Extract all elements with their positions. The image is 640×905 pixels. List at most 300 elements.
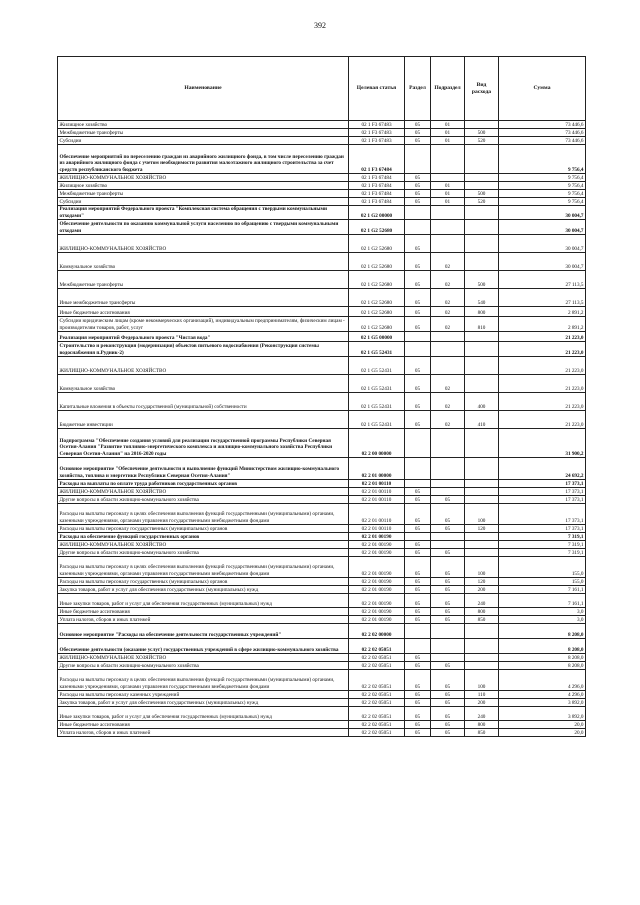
cell-sum: 3,0 bbox=[499, 608, 586, 616]
cell-section: 05 bbox=[405, 174, 431, 182]
table-row bbox=[58, 307, 586, 317]
cell-sum: 8 208,0 bbox=[499, 624, 586, 639]
cell-target: 02 1 G5 52431 bbox=[349, 342, 405, 357]
cell-expense-type bbox=[465, 624, 499, 639]
cell-name: Иные бюджетные ассигнования bbox=[58, 307, 349, 317]
cell-subsection bbox=[431, 488, 465, 496]
cell-target: 02 2 01 00190 bbox=[349, 578, 405, 586]
table-row bbox=[58, 458, 586, 480]
cell-name: Обеспечение деятельности по оказанию коммунальной услуги населению по обращению с твердыми коммунальными отходами bbox=[58, 220, 349, 235]
cell-section: 05 bbox=[405, 307, 431, 317]
table-row bbox=[58, 235, 586, 253]
table-row bbox=[58, 182, 586, 190]
table-row bbox=[58, 699, 586, 707]
cell-subsection bbox=[431, 639, 465, 654]
cell-sum: 3 892,0 bbox=[499, 699, 586, 707]
cell-section: 05 bbox=[405, 253, 431, 271]
cell-target: 02 1 G2 52680 bbox=[349, 220, 405, 235]
cell-subsection: 01 bbox=[431, 137, 465, 145]
table-row bbox=[58, 639, 586, 654]
cell-target: 02 2 01 00190 bbox=[349, 557, 405, 578]
cell-name: Другие вопросы в области жилищно-коммунального хозяйства bbox=[58, 549, 349, 557]
cell-expense-type bbox=[465, 332, 499, 342]
cell-sum: 73 446,6 bbox=[499, 121, 586, 129]
cell-expense-type: 850 bbox=[465, 616, 499, 624]
cell-sum: 2 891,2 bbox=[499, 307, 586, 317]
cell-section: 05 bbox=[405, 137, 431, 145]
cell-name: Уплата налогов, сборов и иных платежей bbox=[58, 729, 349, 737]
table-header-row bbox=[58, 57, 586, 121]
cell-sum: 9 756,4 bbox=[499, 145, 586, 174]
cell-sum: 27 113,5 bbox=[499, 289, 586, 307]
cell-name: Коммунальное хозяйство bbox=[58, 253, 349, 271]
cell-expense-type bbox=[465, 480, 499, 488]
table-row bbox=[58, 533, 586, 541]
cell-section bbox=[405, 480, 431, 488]
cell-expense-type: 800 bbox=[465, 307, 499, 317]
cell-subsection: 05 bbox=[431, 586, 465, 594]
cell-name: Коммунальное хозяйство bbox=[58, 375, 349, 393]
cell-section: 05 bbox=[405, 541, 431, 549]
cell-expense-type: 400 bbox=[465, 393, 499, 411]
cell-section bbox=[405, 639, 431, 654]
col-header-section: Раздел bbox=[405, 57, 431, 121]
cell-section: 05 bbox=[405, 578, 431, 586]
cell-section: 05 bbox=[405, 691, 431, 699]
cell-subsection: 02 bbox=[431, 307, 465, 317]
cell-name: Расходы на выплаты по оплате труда работников государственных органов bbox=[58, 480, 349, 488]
cell-section bbox=[405, 429, 431, 458]
table-row bbox=[58, 525, 586, 533]
cell-target: 02 2 02 05051 bbox=[349, 699, 405, 707]
cell-subsection: 01 bbox=[431, 182, 465, 190]
cell-expense-type bbox=[465, 174, 499, 182]
table-row bbox=[58, 375, 586, 393]
table-row bbox=[58, 190, 586, 198]
cell-target: 02 2 01 00110 bbox=[349, 504, 405, 525]
cell-name: Другие вопросы в области жилищно-коммунального хозяйства bbox=[58, 496, 349, 504]
cell-name: Строительство и реконструкция (модернизация) объектов питьевого водоснабжения (Реконструкция системы водоснабжения п.Рудник-2) bbox=[58, 342, 349, 357]
cell-name: Основное мероприятие "Расходы на обеспечение деятельности государственных учреждений" bbox=[58, 624, 349, 639]
cell-expense-type bbox=[465, 496, 499, 504]
cell-expense-type bbox=[465, 639, 499, 654]
col-header-name: Наименование bbox=[58, 57, 349, 121]
table-row bbox=[58, 393, 586, 411]
cell-sum: 24 692,2 bbox=[499, 458, 586, 480]
cell-sum: 7 319,1 bbox=[499, 549, 586, 557]
cell-section: 05 bbox=[405, 616, 431, 624]
cell-sum: 20,0 bbox=[499, 729, 586, 737]
cell-name: Расходы на выплаты персоналу казенных учреждений bbox=[58, 691, 349, 699]
cell-name: Расходы на выплаты персоналу в целях обеспечения выполнения функций государственными (муниципальными) органами, казенными учреждениями, органами управления государственными внебюджетными фондами bbox=[58, 670, 349, 691]
cell-section: 05 bbox=[405, 525, 431, 533]
table-row bbox=[58, 332, 586, 342]
cell-section: 05 bbox=[405, 608, 431, 616]
table-row bbox=[58, 357, 586, 375]
cell-section bbox=[405, 206, 431, 220]
cell-target: 02 1 G5 52431 bbox=[349, 393, 405, 411]
cell-expense-type: 100 bbox=[465, 504, 499, 525]
cell-name: Капитальные вложения в объекты государственной (муниципальной) собственности bbox=[58, 393, 349, 411]
cell-target: 02 1 G2 00000 bbox=[349, 206, 405, 220]
cell-target: 02 2 01 00110 bbox=[349, 480, 405, 488]
table-row bbox=[58, 578, 586, 586]
cell-expense-type bbox=[465, 235, 499, 253]
cell-section: 05 bbox=[405, 289, 431, 307]
table-row bbox=[58, 145, 586, 174]
cell-target: 02 1 F3 67483 bbox=[349, 129, 405, 137]
cell-expense-type: 520 bbox=[465, 198, 499, 206]
table-row bbox=[58, 289, 586, 307]
cell-section: 05 bbox=[405, 707, 431, 721]
cell-name: Расходы на обеспечение функций государственных органов bbox=[58, 533, 349, 541]
cell-sum: 21 223,0 bbox=[499, 342, 586, 357]
table-row bbox=[58, 129, 586, 137]
budget-table bbox=[57, 56, 586, 737]
cell-subsection: 01 bbox=[431, 129, 465, 137]
cell-section: 05 bbox=[405, 594, 431, 608]
cell-target: 02 2 01 00190 bbox=[349, 541, 405, 549]
cell-expense-type: 850 bbox=[465, 729, 499, 737]
cell-subsection: 05 bbox=[431, 616, 465, 624]
cell-expense-type: 100 bbox=[465, 557, 499, 578]
cell-subsection: 05 bbox=[431, 504, 465, 525]
cell-target: 02 2 01 00190 bbox=[349, 594, 405, 608]
cell-section bbox=[405, 332, 431, 342]
cell-target: 02 1 G2 52680 bbox=[349, 253, 405, 271]
cell-section: 05 bbox=[405, 317, 431, 332]
cell-subsection: 05 bbox=[431, 525, 465, 533]
cell-expense-type: 110 bbox=[465, 691, 499, 699]
cell-name: Субсидии юридическим лицам (кроме некоммерческих организаций), индивидуальным предпринимателям, физическим лицам - производителям товаров, работ, услуг bbox=[58, 317, 349, 332]
cell-name: ЖИЛИЩНО-КОММУНАЛЬНОЕ ХОЗЯЙСТВО bbox=[58, 541, 349, 549]
cell-target: 02 1 F3 67484 bbox=[349, 145, 405, 174]
cell-expense-type bbox=[465, 342, 499, 357]
cell-subsection bbox=[431, 533, 465, 541]
cell-section: 05 bbox=[405, 198, 431, 206]
table-row bbox=[58, 707, 586, 721]
cell-target: 02 1 G5 52431 bbox=[349, 357, 405, 375]
table-row bbox=[58, 411, 586, 429]
col-header-sum: Сумма bbox=[499, 57, 586, 121]
cell-section: 05 bbox=[405, 586, 431, 594]
table-row bbox=[58, 342, 586, 357]
cell-subsection bbox=[431, 429, 465, 458]
table-row bbox=[58, 691, 586, 699]
table-row bbox=[58, 121, 586, 129]
cell-expense-type bbox=[465, 220, 499, 235]
cell-name: Подпрограмма "Обеспечение создания условий для реализации государственной программы Республики Северная Осетия-Алания "Развитие топливно-энергетического комплекса и жилищно-коммунального хозяйства Республики Северная Осетия-Алания" на 2016-2020 годы bbox=[58, 429, 349, 458]
cell-section: 05 bbox=[405, 721, 431, 729]
cell-target: 02 2 01 00000 bbox=[349, 458, 405, 480]
cell-target: 02 1 F3 67484 bbox=[349, 182, 405, 190]
cell-subsection: 05 bbox=[431, 691, 465, 699]
cell-target: 02 1 G2 52680 bbox=[349, 235, 405, 253]
cell-section bbox=[405, 145, 431, 174]
cell-sum: 30 004,7 bbox=[499, 253, 586, 271]
cell-name: Закупка товаров, работ и услуг для обеспечения государственных (муниципальных) нужд bbox=[58, 699, 349, 707]
col-header-expense-type: Вид расхода bbox=[465, 57, 499, 121]
cell-sum: 7 319,1 bbox=[499, 533, 586, 541]
cell-subsection: 01 bbox=[431, 198, 465, 206]
cell-section: 05 bbox=[405, 557, 431, 578]
col-header-target: Целевая статья bbox=[349, 57, 405, 121]
table-row bbox=[58, 608, 586, 616]
cell-subsection bbox=[431, 342, 465, 357]
cell-expense-type bbox=[465, 145, 499, 174]
cell-subsection: 02 bbox=[431, 317, 465, 332]
cell-subsection: 05 bbox=[431, 557, 465, 578]
cell-section: 05 bbox=[405, 699, 431, 707]
cell-subsection: 05 bbox=[431, 549, 465, 557]
cell-name: Жилищное хозяйство bbox=[58, 121, 349, 129]
cell-sum: 7 161,1 bbox=[499, 594, 586, 608]
cell-name: Иные закупки товаров, работ и услуг для обеспечения государственных (муниципальных) нужд bbox=[58, 594, 349, 608]
cell-target: 02 1 F3 67483 bbox=[349, 137, 405, 145]
cell-target: 02 2 01 00190 bbox=[349, 608, 405, 616]
cell-section: 05 bbox=[405, 393, 431, 411]
cell-expense-type bbox=[465, 533, 499, 541]
cell-section bbox=[405, 533, 431, 541]
col-header-subsection: Подраздел bbox=[431, 57, 465, 121]
cell-target: 02 2 01 00190 bbox=[349, 616, 405, 624]
cell-section bbox=[405, 342, 431, 357]
cell-sum: 30 004,7 bbox=[499, 220, 586, 235]
cell-subsection: 02 bbox=[431, 393, 465, 411]
cell-name: ЖИЛИЩНО-КОММУНАЛЬНОЕ ХОЗЯЙСТВО bbox=[58, 654, 349, 662]
cell-section: 05 bbox=[405, 182, 431, 190]
cell-subsection bbox=[431, 654, 465, 662]
cell-sum: 31 900,2 bbox=[499, 429, 586, 458]
cell-expense-type: 500 bbox=[465, 129, 499, 137]
cell-name: ЖИЛИЩНО-КОММУНАЛЬНОЕ ХОЗЯЙСТВО bbox=[58, 357, 349, 375]
cell-sum: 21 223,0 bbox=[499, 375, 586, 393]
cell-subsection: 02 bbox=[431, 411, 465, 429]
cell-subsection: 05 bbox=[431, 608, 465, 616]
table-row bbox=[58, 549, 586, 557]
table-row bbox=[58, 504, 586, 525]
table-row bbox=[58, 253, 586, 271]
table-row bbox=[58, 670, 586, 691]
cell-sum: 17 373,1 bbox=[499, 504, 586, 525]
cell-expense-type bbox=[465, 253, 499, 271]
cell-subsection: 01 bbox=[431, 190, 465, 198]
cell-expense-type: 520 bbox=[465, 137, 499, 145]
cell-name: Межбюджетные трансферты bbox=[58, 129, 349, 137]
page-number: 392 bbox=[314, 21, 326, 30]
cell-section bbox=[405, 458, 431, 480]
cell-expense-type bbox=[465, 654, 499, 662]
cell-target: 02 2 02 05051 bbox=[349, 670, 405, 691]
cell-name: Обеспечение деятельности (оказание услуг) государственных учреждений в сфере жилищно-коммунального хозяйства bbox=[58, 639, 349, 654]
cell-section: 05 bbox=[405, 549, 431, 557]
cell-name: Расходы на выплаты персоналу государственных (муниципальных) органов bbox=[58, 525, 349, 533]
cell-subsection bbox=[431, 145, 465, 174]
table-row bbox=[58, 137, 586, 145]
cell-expense-type bbox=[465, 121, 499, 129]
table-row bbox=[58, 496, 586, 504]
cell-name: Бюджетные инвестиции bbox=[58, 411, 349, 429]
cell-name: ЖИЛИЩНО-КОММУНАЛЬНОЕ ХОЗЯЙСТВО bbox=[58, 174, 349, 182]
cell-sum: 73 446,6 bbox=[499, 137, 586, 145]
cell-subsection: 02 bbox=[431, 375, 465, 393]
table-row bbox=[58, 317, 586, 332]
cell-expense-type bbox=[465, 458, 499, 480]
cell-target: 02 1 F3 67483 bbox=[349, 121, 405, 129]
cell-name: Иные бюджетные ассигнования bbox=[58, 721, 349, 729]
cell-target: 02 1 G5 52431 bbox=[349, 411, 405, 429]
cell-sum: 17 373,1 bbox=[499, 496, 586, 504]
cell-section bbox=[405, 220, 431, 235]
cell-section: 05 bbox=[405, 488, 431, 496]
cell-name: Основное мероприятие "Обеспечение деятельности и выполнение функций Министерством жилищно-коммунального хозяйства, топлива и энергетики Республики Северная Осетия-Алания" bbox=[58, 458, 349, 480]
cell-target: 02 1 G2 52680 bbox=[349, 317, 405, 332]
cell-name: Иные бюджетные ассигнования bbox=[58, 608, 349, 616]
cell-name: Иные межбюджетные трансферты bbox=[58, 289, 349, 307]
cell-sum: 30 004,7 bbox=[499, 206, 586, 220]
cell-subsection bbox=[431, 541, 465, 549]
cell-name: Уплата налогов, сборов и иных платежей bbox=[58, 616, 349, 624]
cell-expense-type bbox=[465, 429, 499, 458]
table-row bbox=[58, 616, 586, 624]
cell-name: Субсидии bbox=[58, 137, 349, 145]
cell-expense-type: 200 bbox=[465, 586, 499, 594]
cell-target: 02 2 00 00000 bbox=[349, 429, 405, 458]
cell-sum: 2 891,2 bbox=[499, 317, 586, 332]
table-row bbox=[58, 488, 586, 496]
cell-sum: 17 373,1 bbox=[499, 488, 586, 496]
cell-section: 05 bbox=[405, 504, 431, 525]
cell-expense-type: 240 bbox=[465, 594, 499, 608]
cell-expense-type: 120 bbox=[465, 525, 499, 533]
cell-sum: 4 296,0 bbox=[499, 670, 586, 691]
cell-sum: 8 208,0 bbox=[499, 639, 586, 654]
cell-subsection: 05 bbox=[431, 699, 465, 707]
cell-expense-type: 800 bbox=[465, 608, 499, 616]
cell-sum: 21 223,0 bbox=[499, 332, 586, 342]
cell-sum: 17 373,1 bbox=[499, 480, 586, 488]
cell-sum: 30 004,7 bbox=[499, 235, 586, 253]
cell-target: 02 2 02 05051 bbox=[349, 662, 405, 670]
cell-expense-type: 200 bbox=[465, 699, 499, 707]
table-row bbox=[58, 429, 586, 458]
cell-expense-type bbox=[465, 357, 499, 375]
cell-section: 05 bbox=[405, 190, 431, 198]
cell-name: ЖИЛИЩНО-КОММУНАЛЬНОЕ ХОЗЯЙСТВО bbox=[58, 488, 349, 496]
cell-target: 02 2 01 00110 bbox=[349, 496, 405, 504]
cell-name: Другие вопросы в области жилищно-коммунального хозяйства bbox=[58, 662, 349, 670]
cell-sum: 7 319,1 bbox=[499, 541, 586, 549]
cell-target: 02 1 F3 67484 bbox=[349, 198, 405, 206]
cell-subsection bbox=[431, 220, 465, 235]
table-row bbox=[58, 271, 586, 289]
cell-subsection bbox=[431, 458, 465, 480]
cell-subsection bbox=[431, 206, 465, 220]
cell-target: 02 1 G2 52680 bbox=[349, 307, 405, 317]
cell-name: Межбюджетные трансферты bbox=[58, 190, 349, 198]
cell-name: Субсидии bbox=[58, 198, 349, 206]
cell-subsection: 02 bbox=[431, 289, 465, 307]
cell-name: Обеспечение мероприятий по переселению граждан из аварийного жилищного фонда, в том числе переселению граждан из аварийного жилищного фонда с учетом необходимости развития малоэтажного жилищного строительства за счет средств республиканского бюджета bbox=[58, 145, 349, 174]
cell-sum: 9 756,4 bbox=[499, 190, 586, 198]
cell-sum: 3 892,0 bbox=[499, 707, 586, 721]
cell-section: 05 bbox=[405, 121, 431, 129]
cell-subsection: 01 bbox=[431, 121, 465, 129]
table-row bbox=[58, 662, 586, 670]
cell-sum: 21 223,0 bbox=[499, 357, 586, 375]
cell-subsection: 05 bbox=[431, 721, 465, 729]
table-body bbox=[58, 121, 586, 737]
table-row bbox=[58, 654, 586, 662]
table-row bbox=[58, 557, 586, 578]
cell-name: Реализация мероприятий Федерального проекта "Комплексная система обращения с твердыми коммунальными отходами" bbox=[58, 206, 349, 220]
cell-target: 02 2 01 00110 bbox=[349, 488, 405, 496]
cell-section: 05 bbox=[405, 235, 431, 253]
cell-sum: 73 446,6 bbox=[499, 129, 586, 137]
cell-subsection: 02 bbox=[431, 253, 465, 271]
cell-expense-type: 100 bbox=[465, 670, 499, 691]
cell-sum: 4 296,0 bbox=[499, 691, 586, 699]
cell-name: Расходы на выплаты персоналу в целях обеспечения выполнения функций государственными (муниципальными) органами, казенными учреждениями, органами управления государственными внебюджетными фондами bbox=[58, 557, 349, 578]
cell-name: Реализация мероприятий Федерального проекта "Чистая вода" bbox=[58, 332, 349, 342]
cell-expense-type bbox=[465, 182, 499, 190]
cell-subsection: 05 bbox=[431, 670, 465, 691]
cell-expense-type bbox=[465, 541, 499, 549]
cell-expense-type: 540 bbox=[465, 289, 499, 307]
table-row bbox=[58, 624, 586, 639]
cell-target: 02 2 01 00190 bbox=[349, 586, 405, 594]
cell-subsection bbox=[431, 624, 465, 639]
cell-sum: 8 208,0 bbox=[499, 662, 586, 670]
cell-name: Расходы на выплаты персоналу государственных (муниципальных) органов bbox=[58, 578, 349, 586]
cell-sum: 21 223,0 bbox=[499, 411, 586, 429]
cell-subsection: 05 bbox=[431, 578, 465, 586]
table-row bbox=[58, 541, 586, 549]
cell-sum: 27 113,5 bbox=[499, 271, 586, 289]
cell-expense-type: 500 bbox=[465, 271, 499, 289]
cell-expense-type: 120 bbox=[465, 578, 499, 586]
cell-expense-type bbox=[465, 206, 499, 220]
cell-name: Закупка товаров, работ и услуг для обеспечения государственных (муниципальных) нужд bbox=[58, 586, 349, 594]
table-row bbox=[58, 729, 586, 737]
cell-sum: 9 756,4 bbox=[499, 182, 586, 190]
cell-expense-type: 810 bbox=[465, 317, 499, 332]
cell-subsection bbox=[431, 174, 465, 182]
cell-target: 02 1 F3 67484 bbox=[349, 190, 405, 198]
table-row bbox=[58, 220, 586, 235]
cell-target: 02 2 02 00000 bbox=[349, 624, 405, 639]
cell-section: 05 bbox=[405, 654, 431, 662]
cell-expense-type bbox=[465, 488, 499, 496]
cell-sum: 8 208,0 bbox=[499, 654, 586, 662]
cell-sum: 155,0 bbox=[499, 557, 586, 578]
table-row bbox=[58, 594, 586, 608]
cell-target: 02 2 02 05051 bbox=[349, 691, 405, 699]
cell-sum: 7 161,1 bbox=[499, 586, 586, 594]
cell-expense-type bbox=[465, 549, 499, 557]
table-row bbox=[58, 198, 586, 206]
cell-target: 02 1 G5 00000 bbox=[349, 332, 405, 342]
cell-section: 05 bbox=[405, 129, 431, 137]
cell-sum: 9 756,4 bbox=[499, 198, 586, 206]
cell-subsection: 05 bbox=[431, 496, 465, 504]
cell-target: 02 2 02 05051 bbox=[349, 721, 405, 729]
cell-name: Межбюджетные трансферты bbox=[58, 271, 349, 289]
cell-expense-type bbox=[465, 662, 499, 670]
cell-target: 02 1 G2 52680 bbox=[349, 289, 405, 307]
table-row bbox=[58, 206, 586, 220]
cell-subsection bbox=[431, 235, 465, 253]
